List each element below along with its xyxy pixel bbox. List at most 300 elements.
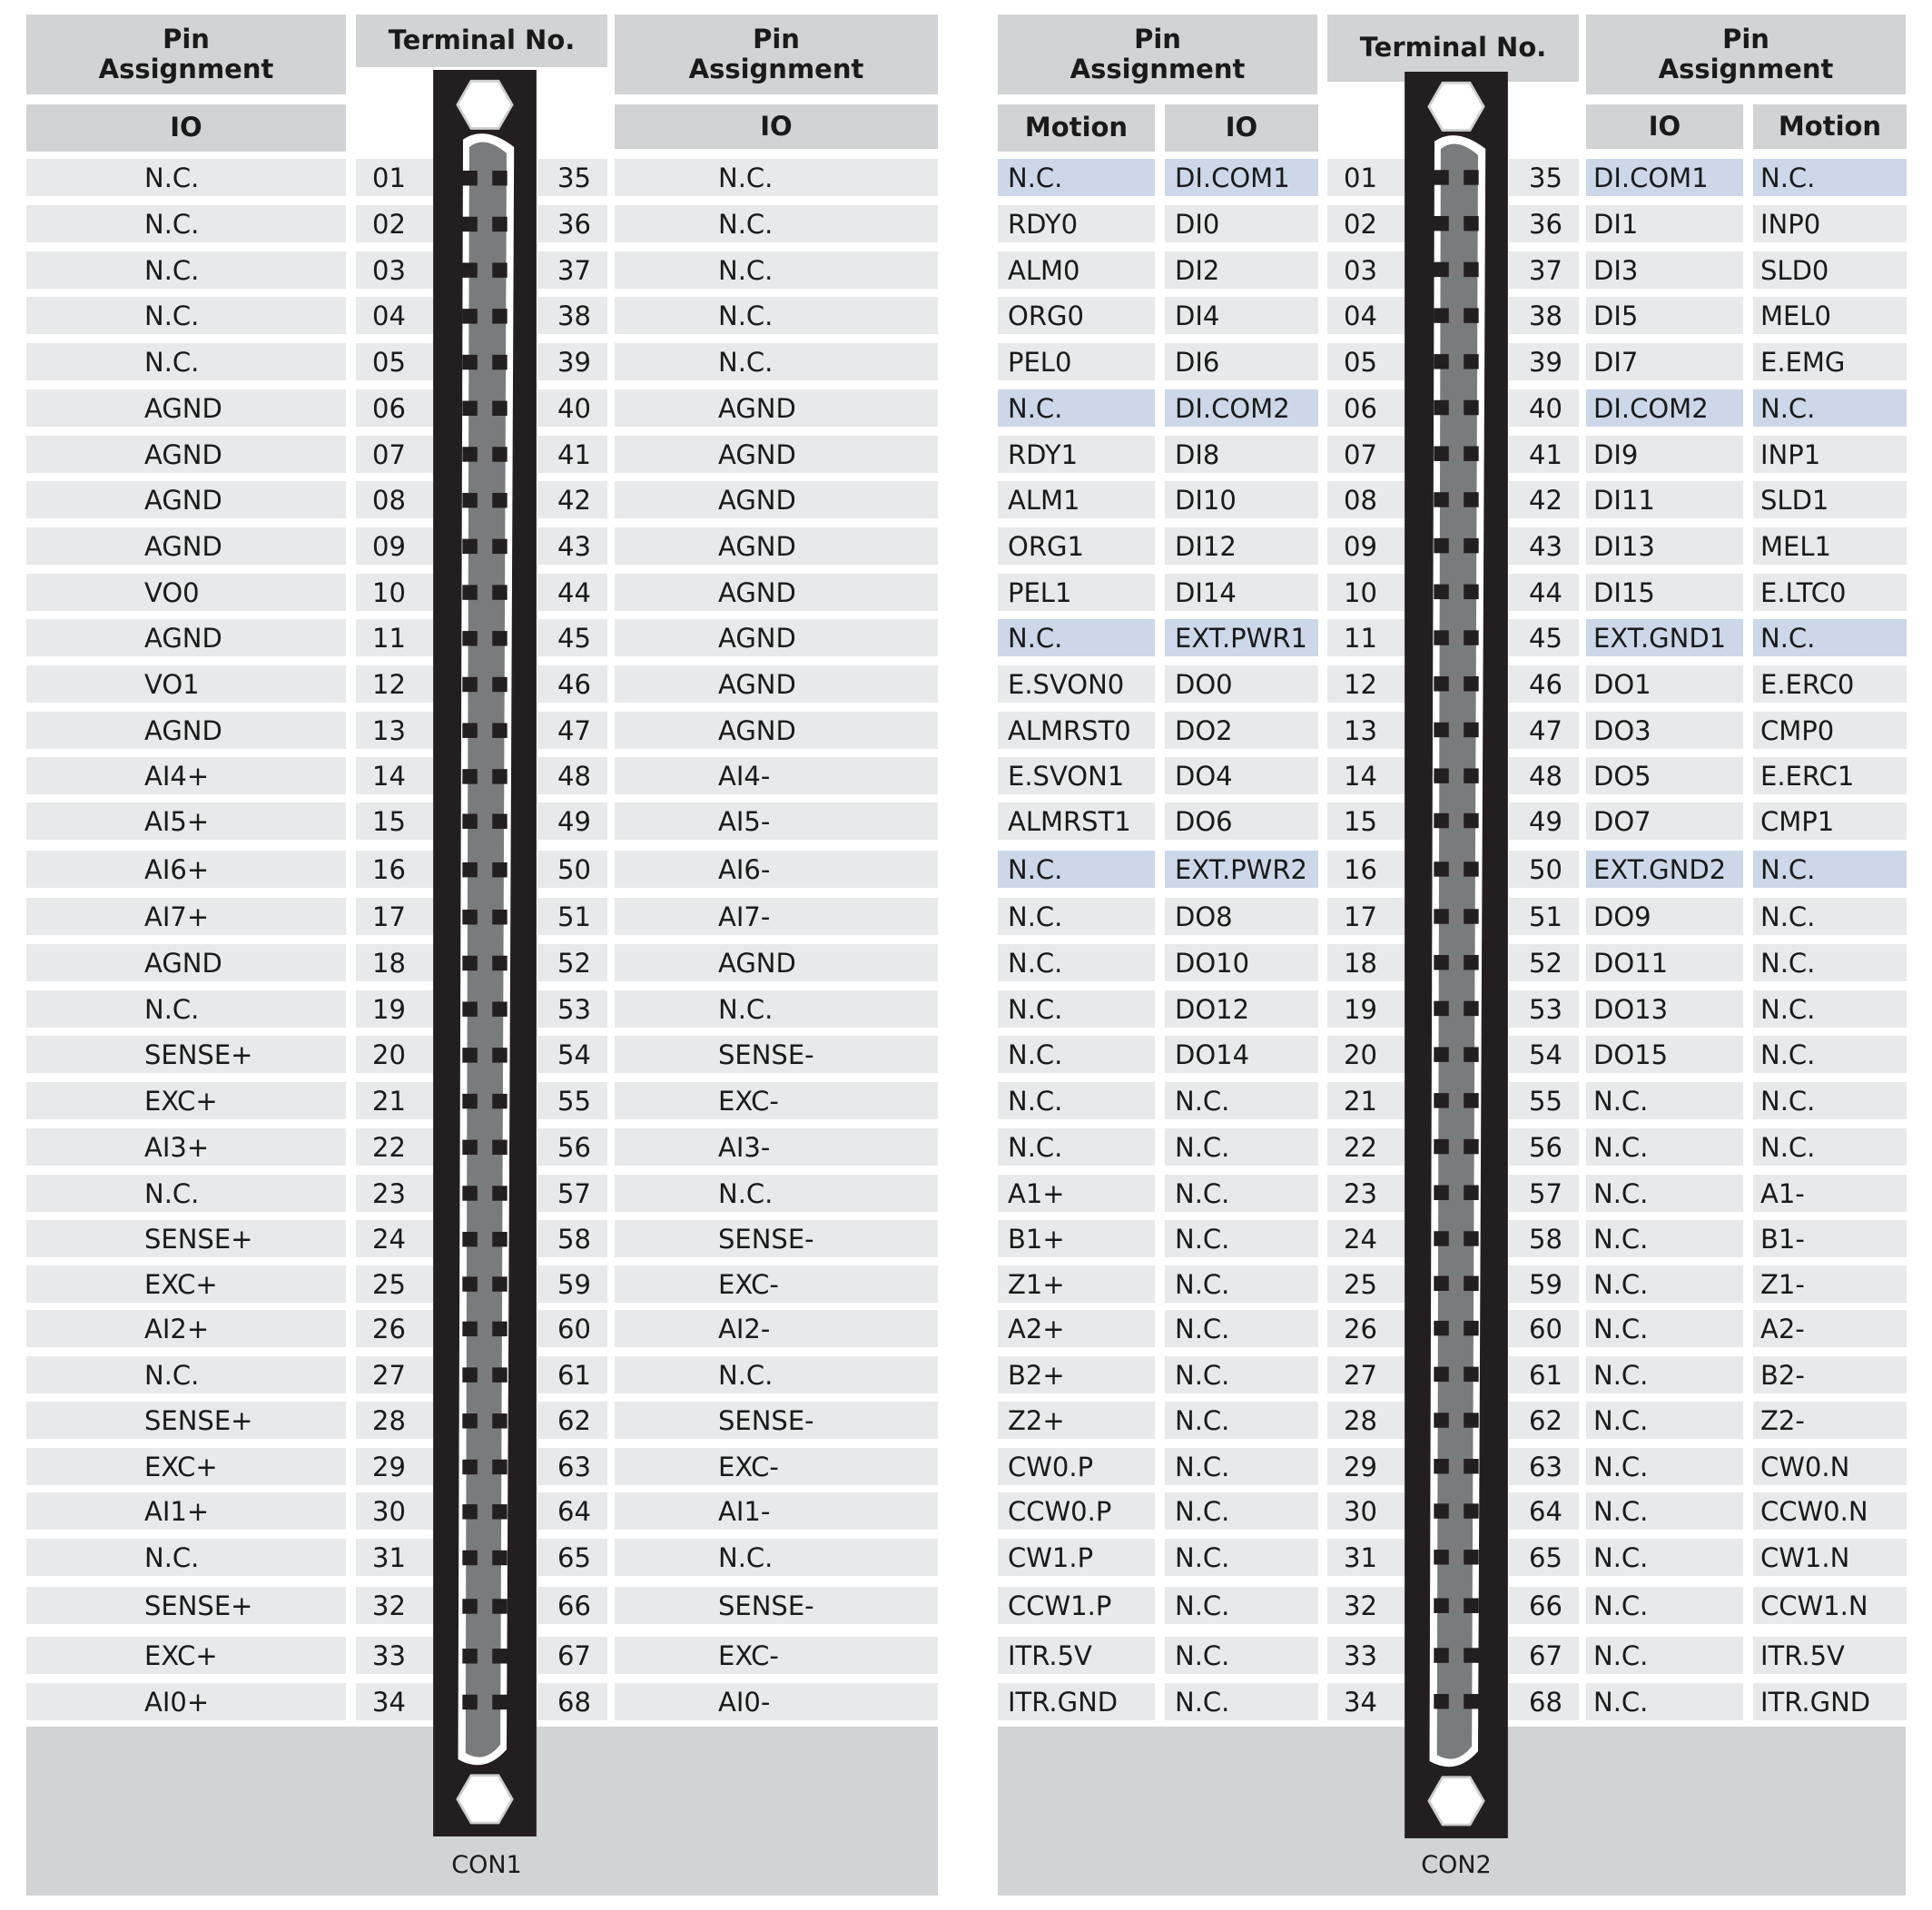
pin-hole (1464, 354, 1478, 369)
con1-left-io-cell: AI5+ (26, 802, 346, 840)
pin-hole (1434, 1276, 1448, 1291)
con2-left-motion-cell: B2+ (998, 1356, 1155, 1393)
con2-right-terminal-cell: 67 (1509, 1637, 1579, 1674)
con1-io-left-header: IO (26, 104, 346, 152)
con1-right-terminal-cell: 40 (537, 389, 607, 427)
con1-left-terminal-cell: 29 (356, 1448, 433, 1485)
con2-right-io-cell: DO1 (1586, 665, 1743, 703)
con2-left-io-cell: DO2 (1165, 712, 1318, 749)
con2-left-terminal-cell: 22 (1327, 1128, 1405, 1166)
con2-left-motion-cell: CCW0.P (998, 1492, 1155, 1530)
con2-right-io-cell: N.C. (1586, 1265, 1743, 1303)
con2-right-motion-cell: N.C. (1753, 898, 1907, 935)
con2-left-terminal-cell: 09 (1327, 527, 1405, 565)
pin-hole (1464, 446, 1478, 460)
con2-right-terminal-cell: 64 (1509, 1492, 1579, 1530)
pin-hole (462, 1001, 477, 1016)
con2-left-io-cell: DI0 (1165, 205, 1318, 242)
con1-right-terminal-cell: 65 (537, 1539, 607, 1576)
con2-left-motion-cell: N.C. (998, 1036, 1155, 1073)
con1-right-io-cell: N.C. (615, 1539, 938, 1576)
con1-left-io-cell: N.C. (26, 159, 346, 196)
pin-hole (1464, 1321, 1478, 1335)
con1-right-io-cell: N.C. (615, 343, 938, 380)
con1-right-io-cell: N.C. (615, 990, 938, 1028)
con2-right-motion-cell: A2- (1753, 1310, 1907, 1347)
con1-right-io-cell: N.C. (615, 251, 938, 289)
con1-left-io-cell: AI1+ (26, 1492, 346, 1530)
con1-left-io-cell: SENSE+ (26, 1036, 346, 1073)
con2-right-motion-cell: ITR.GND (1753, 1683, 1907, 1720)
pin-hole (492, 769, 507, 783)
hex-screw-top-icon (458, 81, 512, 128)
pin-hole (462, 1232, 477, 1246)
con2-right-motion-cell: CMP0 (1753, 712, 1907, 749)
con2-right-io-cell: DI5 (1586, 297, 1743, 334)
con2-right-terminal-cell: 38 (1509, 297, 1579, 334)
con2-right-terminal-cell: 65 (1509, 1539, 1579, 1576)
pin-hole (462, 1551, 477, 1565)
con2-left-terminal-cell: 15 (1327, 802, 1405, 840)
con2-left-motion-cell: E.SVON1 (998, 757, 1155, 794)
con1-right-terminal-cell: 53 (537, 990, 607, 1028)
con2-right-terminal-cell: 66 (1509, 1587, 1579, 1624)
con2-left-motion-cell: N.C. (998, 389, 1155, 427)
pin-hole (492, 910, 507, 924)
con2-left-terminal-cell: 29 (1327, 1448, 1405, 1485)
pin-hole (1464, 1047, 1478, 1061)
pin-hole (1434, 1413, 1448, 1427)
pin-hole (492, 1460, 507, 1474)
con2-left-io-cell: DI14 (1165, 574, 1318, 611)
pin-hole (462, 1413, 477, 1428)
pin-hole (492, 355, 507, 369)
con2-left-io-cell: DI.COM2 (1165, 389, 1318, 427)
con1-right-io-cell: AGND (615, 712, 938, 749)
pin-hole (1434, 1231, 1448, 1245)
pin-hole (492, 1140, 507, 1155)
pin-hole (1464, 308, 1478, 322)
pin-hole (1434, 768, 1448, 783)
con2-left-motion-cell: N.C. (998, 619, 1155, 656)
con1-pin-assignment-right-header: Pin Assignment (615, 15, 938, 94)
pin-hole (1464, 1503, 1478, 1518)
con1-right-io-cell: AGND (615, 481, 938, 518)
con1-left-io-cell: AI2+ (26, 1310, 346, 1347)
con2-terminal-no-header: Terminal No. (1327, 15, 1579, 82)
con2-right-terminal-cell: 45 (1509, 619, 1579, 656)
con2-right-io-cell: DI1 (1586, 205, 1743, 242)
con1-left-terminal-cell: 28 (356, 1402, 433, 1439)
con2-right-motion-cell: CCW0.N (1753, 1492, 1907, 1530)
con1-right-io-cell: AGND (615, 389, 938, 427)
con2-left-terminal-cell: 10 (1327, 574, 1405, 611)
con2-left-terminal-cell: 23 (1327, 1175, 1405, 1212)
con2-left-terminal-cell: 12 (1327, 665, 1405, 703)
con2-right-terminal-cell: 52 (1509, 944, 1579, 981)
con1-right-terminal-cell: 41 (537, 436, 607, 473)
con1-right-terminal-cell: 60 (537, 1310, 607, 1347)
con2-right-terminal-cell: 56 (1509, 1128, 1579, 1166)
con2-right-io-cell: N.C. (1586, 1402, 1743, 1439)
pin-hole (462, 862, 477, 877)
con2-right-io-cell: EXT.GND2 (1586, 851, 1743, 888)
con2-right-terminal-cell: 63 (1509, 1448, 1579, 1485)
pin-hole (1434, 630, 1448, 645)
con1-right-terminal-cell: 55 (537, 1082, 607, 1119)
con2-left-terminal-cell: 07 (1327, 436, 1405, 473)
pin-hole (1434, 538, 1448, 553)
pin-hole (1434, 400, 1448, 415)
con2-right-terminal-cell: 48 (1509, 757, 1579, 794)
con2-label: CON2 (1421, 1851, 1492, 1879)
con2-right-io-cell: DI13 (1586, 527, 1743, 565)
con2-left-io-cell: DI10 (1165, 481, 1318, 518)
con1-right-io-cell: SENSE- (615, 1587, 938, 1624)
con2-right-terminal-cell: 42 (1509, 481, 1579, 518)
pin-hole (492, 1367, 507, 1382)
pin-hole (1434, 1186, 1448, 1200)
pin-hole (1434, 1503, 1448, 1518)
con2-left-io-cell: DI6 (1165, 343, 1318, 380)
con2-right-terminal-cell: 43 (1509, 527, 1579, 565)
con2-io-left-header: IO (1165, 104, 1318, 152)
pin-hole (492, 171, 507, 185)
con2-left-io-cell: N.C. (1165, 1402, 1318, 1439)
con1-left-terminal-cell: 33 (356, 1637, 433, 1674)
con2-left-motion-cell: ALMRST1 (998, 802, 1155, 840)
con1-left-io-cell: AGND (26, 944, 346, 981)
con2-left-terminal-cell: 19 (1327, 990, 1405, 1028)
con2-right-motion-cell: N.C. (1753, 1082, 1907, 1119)
pin-hole (462, 1322, 477, 1336)
con2-right-terminal-cell: 60 (1509, 1310, 1579, 1347)
pin-hole (1464, 1367, 1478, 1382)
pin-hole (1434, 1047, 1448, 1061)
con2-right-io-cell: DI15 (1586, 574, 1743, 611)
con2-left-motion-cell: ORG0 (998, 297, 1155, 334)
con2-motion-right-header: Motion (1753, 104, 1907, 149)
con2-right-motion-cell: Z2- (1753, 1402, 1907, 1439)
con2-left-terminal-cell: 04 (1327, 297, 1405, 334)
con2-left-io-cell: DO10 (1165, 944, 1318, 981)
pin-hole (492, 1001, 507, 1016)
con1-right-terminal-cell: 37 (537, 251, 607, 289)
con2-right-terminal-cell: 37 (1509, 251, 1579, 289)
con2-left-terminal-cell: 08 (1327, 481, 1405, 518)
con1-left-terminal-cell: 11 (356, 619, 433, 656)
con1-left-io-cell: AI0+ (26, 1683, 346, 1720)
pin-hole (492, 1232, 507, 1246)
con1-right-terminal-cell: 49 (537, 802, 607, 840)
con2-left-io-cell: EXT.PWR2 (1165, 851, 1318, 888)
pin-hole (492, 723, 507, 737)
con2-right-terminal-cell: 62 (1509, 1402, 1579, 1439)
con1-right-io-cell: AI5- (615, 802, 938, 840)
con2-left-motion-cell: ITR.5V (998, 1637, 1155, 1674)
con2-right-motion-cell: N.C. (1753, 1128, 1907, 1166)
con1-right-io-cell: AI3- (615, 1128, 938, 1166)
pin-hole (462, 539, 477, 554)
con2-left-motion-cell: N.C. (998, 851, 1155, 888)
con1-right-io-cell: AI0- (615, 1683, 938, 1720)
pin-hole (492, 262, 507, 277)
pin-hole (1434, 1694, 1448, 1708)
con1-left-io-cell: AGND (26, 619, 346, 656)
con2-right-motion-cell: SLD0 (1753, 251, 1907, 289)
con2-right-motion-cell: Z1- (1753, 1265, 1907, 1303)
con2-right-io-cell: N.C. (1586, 1175, 1743, 1212)
pin-hole (1434, 585, 1448, 599)
con2-left-terminal-cell: 01 (1327, 159, 1405, 196)
con1-left-terminal-cell: 21 (356, 1082, 433, 1119)
pin-hole (462, 1367, 477, 1382)
con2-right-io-cell: DI11 (1586, 481, 1743, 518)
con1-left-io-cell: VO0 (26, 574, 346, 611)
pin-hole (1434, 1459, 1448, 1473)
con1-left-terminal-cell: 23 (356, 1175, 433, 1212)
pin-hole (462, 171, 477, 185)
pin-hole (1464, 1093, 1478, 1108)
pin-hole (492, 862, 507, 877)
con1-right-terminal-cell: 59 (537, 1265, 607, 1303)
pin-hole (462, 1599, 477, 1613)
con2-left-motion-cell: N.C. (998, 159, 1155, 196)
pin-hole (462, 401, 477, 416)
con1-right-terminal-cell: 67 (537, 1637, 607, 1674)
con1-left-terminal-cell: 12 (356, 665, 433, 703)
pin-hole (462, 217, 477, 231)
con1-right-io-cell: EXC- (615, 1637, 938, 1674)
con2-left-io-cell: N.C. (1165, 1492, 1318, 1530)
con2-left-motion-cell: B1+ (998, 1220, 1155, 1257)
pin-hole (492, 539, 507, 554)
con2-left-io-cell: N.C. (1165, 1310, 1318, 1347)
pin-hole (1464, 723, 1478, 737)
con2-right-terminal-cell: 54 (1509, 1036, 1579, 1073)
con2-right-motion-cell: N.C. (1753, 990, 1907, 1028)
pin-hole (1434, 1001, 1448, 1016)
con2-left-io-cell: DO8 (1165, 898, 1318, 935)
pin-hole (1434, 1648, 1448, 1662)
con2-left-terminal-cell: 17 (1327, 898, 1405, 935)
pin-hole (462, 585, 477, 599)
con2-right-motion-cell: B1- (1753, 1220, 1907, 1257)
con1-right-terminal-cell: 43 (537, 527, 607, 565)
con1-right-terminal-cell: 66 (537, 1587, 607, 1624)
hex-screw-top-icon (1429, 83, 1484, 130)
con2-left-io-cell: DO14 (1165, 1036, 1318, 1073)
con2-right-terminal-cell: 36 (1509, 205, 1579, 242)
pin-hole (462, 1048, 477, 1062)
con2-right-io-cell: DI7 (1586, 343, 1743, 380)
con2-right-io-cell: DO11 (1586, 944, 1743, 981)
con2-right-io-cell: N.C. (1586, 1539, 1743, 1576)
con2-left-io-cell: EXT.PWR1 (1165, 619, 1318, 656)
pin-hole (1434, 1367, 1448, 1382)
con2-left-motion-cell: ORG1 (998, 527, 1155, 565)
con1-left-terminal-cell: 16 (356, 851, 433, 888)
con1-right-terminal-cell: 56 (537, 1128, 607, 1166)
con1-left-terminal-cell: 31 (356, 1539, 433, 1576)
con1-right-io-cell: AI6- (615, 851, 938, 888)
pin-hole (492, 447, 507, 461)
con1-left-io-cell: N.C. (26, 1175, 346, 1212)
con2-left-io-cell: DO6 (1165, 802, 1318, 840)
pin-hole (462, 262, 477, 277)
pin-hole (462, 677, 477, 692)
con1-right-io-cell: N.C. (615, 1356, 938, 1393)
pin-hole (1464, 1648, 1478, 1662)
pin-hole (1434, 1139, 1448, 1154)
con2-pin-assignment-right-header: Pin Assignment (1586, 15, 1906, 94)
con2-right-io-cell: DO3 (1586, 712, 1743, 749)
con2-right-motion-cell: N.C. (1753, 159, 1907, 196)
con2-left-terminal-cell: 18 (1327, 944, 1405, 981)
con1-left-terminal-cell: 01 (356, 159, 433, 196)
con2-left-terminal-cell: 02 (1327, 205, 1405, 242)
pin-hole (1434, 216, 1448, 231)
con1-right-terminal-cell: 64 (537, 1492, 607, 1530)
con1-left-terminal-cell: 05 (356, 343, 433, 380)
pin-hole (492, 1322, 507, 1336)
con2-right-terminal-cell: 44 (1509, 574, 1579, 611)
con2-left-io-cell: N.C. (1165, 1128, 1318, 1166)
con2-io-right-header: IO (1586, 104, 1743, 149)
con2-right-io-cell: N.C. (1586, 1587, 1743, 1624)
con1-left-io-cell: SENSE+ (26, 1220, 346, 1257)
con1-left-io-cell: N.C. (26, 343, 346, 380)
con1-left-io-cell: N.C. (26, 251, 346, 289)
con2-left-terminal-cell: 34 (1327, 1683, 1405, 1720)
con2-left-terminal-cell: 16 (1327, 851, 1405, 888)
con1-left-terminal-cell: 22 (356, 1128, 433, 1166)
con2-right-terminal-cell: 57 (1509, 1175, 1579, 1212)
pin-hole (1464, 538, 1478, 553)
con2-right-motion-cell: A1- (1753, 1175, 1907, 1212)
con2-left-motion-cell: Z2+ (998, 1402, 1155, 1439)
pin-hole (1464, 630, 1478, 645)
pin-hole (492, 1649, 507, 1663)
con2-left-motion-cell: PEL0 (998, 343, 1155, 380)
con2-left-motion-cell: PEL1 (998, 574, 1155, 611)
pin-hole (1434, 354, 1448, 369)
con1-left-io-cell: VO1 (26, 665, 346, 703)
con2-left-io-cell: DI4 (1165, 297, 1318, 334)
con2-left-terminal-cell: 32 (1327, 1587, 1405, 1624)
con2-left-io-cell: DI2 (1165, 251, 1318, 289)
con1-left-io-cell: AGND (26, 436, 346, 473)
con1-right-io-cell: AGND (615, 574, 938, 611)
con2-left-terminal-cell: 28 (1327, 1402, 1405, 1439)
con1-left-io-cell: AGND (26, 712, 346, 749)
con1-right-io-cell: AI7- (615, 898, 938, 935)
con1-left-terminal-cell: 26 (356, 1310, 433, 1347)
con1-left-terminal-cell: 15 (356, 802, 433, 840)
pin-hole (1464, 1550, 1478, 1564)
con1-left-terminal-cell: 34 (356, 1683, 433, 1720)
con2-right-io-cell: DI3 (1586, 251, 1743, 289)
con2-left-io-cell: N.C. (1165, 1356, 1318, 1393)
con2-right-io-cell: DO7 (1586, 802, 1743, 840)
con2-left-io-cell: N.C. (1165, 1175, 1318, 1212)
pin-hole (492, 631, 507, 645)
con1-left-terminal-cell: 27 (356, 1356, 433, 1393)
con1-left-io-cell: EXC+ (26, 1637, 346, 1674)
pin-hole (462, 1649, 477, 1663)
con2-right-terminal-cell: 46 (1509, 665, 1579, 703)
con2-left-io-cell: N.C. (1165, 1587, 1318, 1624)
con1-right-io-cell: AI1- (615, 1492, 938, 1530)
pin-hole (1464, 1276, 1478, 1291)
pin-hole (1464, 909, 1478, 923)
con2-right-terminal-cell: 47 (1509, 712, 1579, 749)
con2-right-terminal-cell: 40 (1509, 389, 1579, 427)
con1-left-io-cell: AI3+ (26, 1128, 346, 1166)
con2-left-io-cell: N.C. (1165, 1082, 1318, 1119)
pin-hole (492, 309, 507, 323)
con2-right-io-cell: DI.COM2 (1586, 389, 1743, 427)
pin-hole (492, 956, 507, 970)
hex-screw-bottom-icon (1429, 1777, 1484, 1825)
con2-left-motion-cell: N.C. (998, 944, 1155, 981)
con1-left-io-cell: N.C. (26, 205, 346, 242)
con2-pin-assignment-left-header: Pin Assignment (998, 15, 1317, 94)
pin-hole (492, 1048, 507, 1062)
con2-left-io-cell: DI.COM1 (1165, 159, 1318, 196)
con2-left-terminal-cell: 03 (1327, 251, 1405, 289)
con2-left-io-cell: DO0 (1165, 665, 1318, 703)
pin-hole (492, 217, 507, 231)
pin-hole (1464, 1139, 1478, 1154)
con2-left-io-cell: DI8 (1165, 436, 1318, 473)
pin-hole (462, 631, 477, 645)
pin-hole (462, 447, 477, 461)
con1-left-io-cell: N.C. (26, 990, 346, 1028)
con1-left-io-cell: N.C. (26, 1356, 346, 1393)
con2-right-motion-cell: N.C. (1753, 851, 1907, 888)
con2-left-terminal-cell: 11 (1327, 619, 1405, 656)
con2-left-motion-cell: A1+ (998, 1175, 1155, 1212)
con2-left-terminal-cell: 31 (1327, 1539, 1405, 1576)
con2-left-terminal-cell: 21 (1327, 1082, 1405, 1119)
pin-hole (1464, 1599, 1478, 1613)
con2-right-terminal-cell: 35 (1509, 159, 1579, 196)
pin-hole (1464, 585, 1478, 599)
pin-hole (462, 1140, 477, 1155)
con2-left-motion-cell: RDY0 (998, 205, 1155, 242)
con2-right-motion-cell: SLD1 (1753, 481, 1907, 518)
pin-hole (492, 677, 507, 692)
con2-right-io-cell: N.C. (1586, 1683, 1743, 1720)
con2-right-motion-cell: N.C. (1753, 619, 1907, 656)
con2-right-terminal-cell: 39 (1509, 343, 1579, 380)
pin-hole (462, 1094, 477, 1108)
con2-right-motion-cell: CMP1 (1753, 802, 1907, 840)
con1-left-io-cell: SENSE+ (26, 1587, 346, 1624)
con2-left-terminal-cell: 33 (1327, 1637, 1405, 1674)
con2-right-motion-cell: INP0 (1753, 205, 1907, 242)
con2-left-io-cell: DO12 (1165, 990, 1318, 1028)
con1-left-io-cell: AGND (26, 389, 346, 427)
con2-right-terminal-cell: 41 (1509, 436, 1579, 473)
pin-hole (462, 723, 477, 737)
con1-left-io-cell: N.C. (26, 297, 346, 334)
con2-right-terminal-cell: 50 (1509, 851, 1579, 888)
pin-hole (1434, 1321, 1448, 1335)
pin-hole (1464, 216, 1478, 231)
con1-right-io-cell: EXC- (615, 1265, 938, 1303)
